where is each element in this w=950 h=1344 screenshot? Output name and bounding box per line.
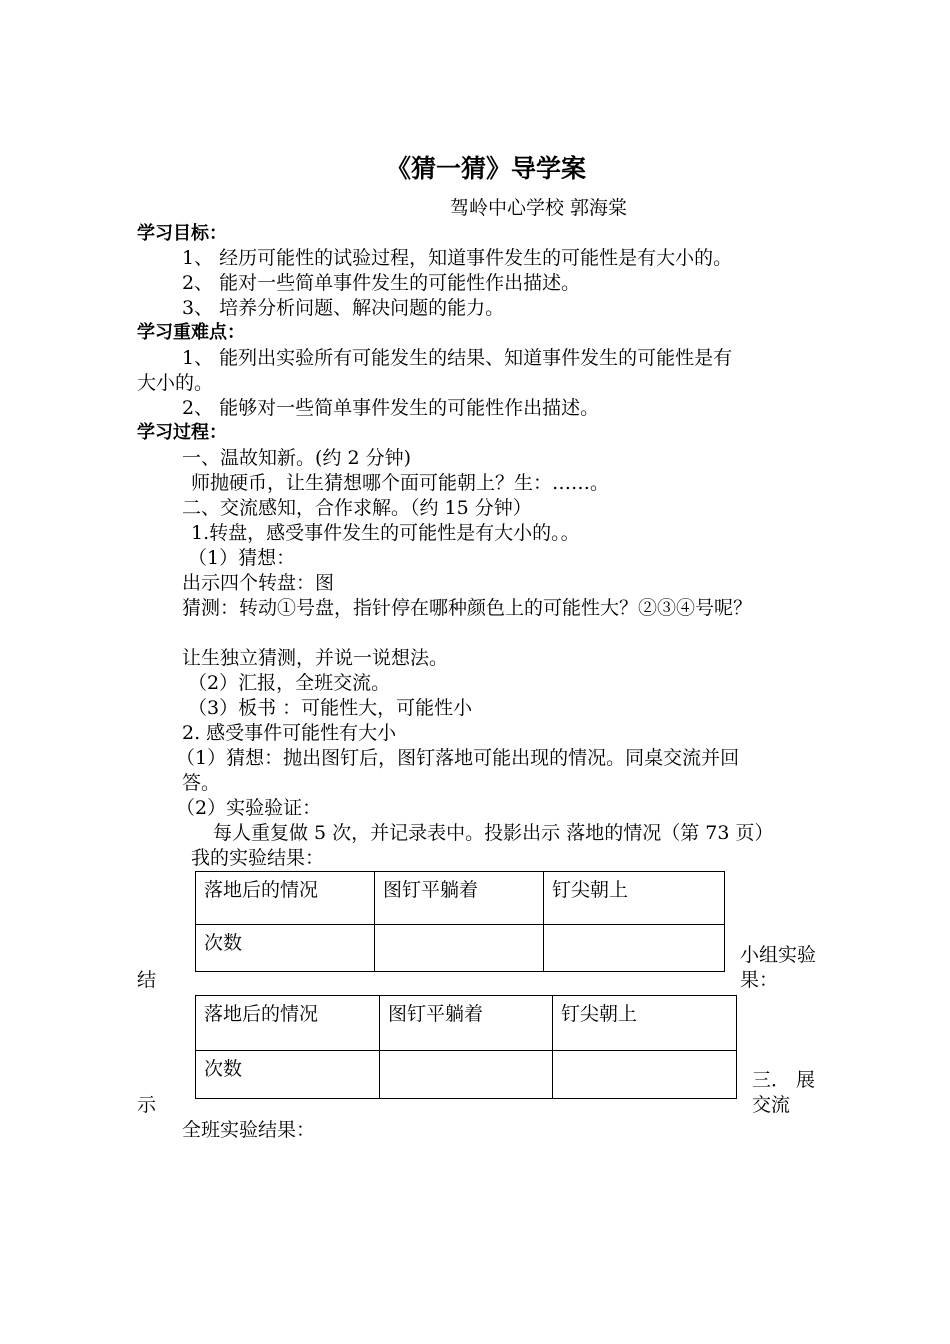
class-result-label: 全班实验结果： (182, 1119, 316, 1141)
goal-item: 2、 能对一些简单事件发生的可能性作出描述。 (182, 272, 581, 294)
table-cell (553, 1051, 737, 1099)
process-line: 让生独立猜测，并说一说想法。 (182, 647, 449, 669)
process-line: 师抛硬币，让生猜想哪个面可能朝上？生：……。 (191, 472, 610, 494)
side-text: 果： (740, 969, 779, 991)
process-line: 出示四个转盘：图 (182, 572, 335, 594)
side-text: 结 (137, 969, 157, 991)
side-text: 交流 (752, 1094, 791, 1116)
key-points-heading: 学习重难点： (137, 322, 245, 343)
side-text: 小组实验 (740, 944, 817, 966)
process-line: 2. 感受事件可能性有大小 (182, 722, 397, 744)
table-cell (375, 925, 544, 972)
process-line: 1.转盘，感受事件发生的可能性是有大小的。。 (191, 522, 580, 544)
process-line: （1）猜想：抛出图钉后，图钉落地可能出现的情况。同桌交流并回 (176, 747, 740, 769)
table-header-cell: 落地后的情况 (196, 872, 375, 925)
side-text: 示 (137, 1094, 157, 1116)
process-line: （2）实验验证： (176, 797, 322, 819)
goals-heading: 学习目标： (137, 223, 227, 244)
process-line: 猜测：转动①号盘，指针停在哪种颜色上的可能性大？②③④号呢？ (182, 597, 753, 619)
process-line: 每人重复做 5 次，并记录表中。投影出示 落地的情况（第 73 页） (213, 822, 774, 844)
page-title: 《猜一猜》导学案 (386, 154, 587, 183)
my-result-table (195, 871, 725, 972)
table-cell (380, 1051, 553, 1099)
goal-item: 3、 培养分析问题、解决问题的能力。 (182, 297, 505, 319)
key-point-item: 1、 能列出实验所有可能发生的结果、知道事件发生的可能性是有 (182, 347, 733, 369)
goal-item: 1、 经历可能性的试验过程，知道事件发生的可能性是有大小的。 (182, 247, 733, 269)
key-point-item: 2、 能够对一些简单事件发生的可能性作出描述。 (182, 397, 600, 419)
key-point-item-continued: 大小的。 (137, 372, 214, 394)
process-line: 我的实验结果： (191, 847, 325, 869)
table-header-cell: 钉尖朝上 (553, 996, 737, 1051)
table-header-cell: 图钉平躺着 (375, 872, 544, 925)
table-header-cell: 落地后的情况 (196, 996, 380, 1051)
table-header-cell: 图钉平躺着 (380, 996, 553, 1051)
process-line: （1）猜想： (188, 547, 296, 569)
process-line: （3）板书 ：可能性大，可能性小 (188, 697, 473, 719)
process-line: 二、交流感知，合作求解。（约 15 分钟） (182, 497, 532, 519)
group-result-table (195, 995, 737, 1099)
table-cell (544, 925, 725, 972)
table-row-label: 次数 (196, 925, 375, 972)
table-row-label: 次数 (196, 1051, 380, 1099)
process-heading: 学习过程： (137, 422, 227, 443)
process-line: 答。 (182, 772, 221, 794)
process-line: 一、温故知新。(约 2 分钟) (182, 447, 411, 469)
side-text: 三． 展 (752, 1069, 816, 1091)
table-header-cell: 钉尖朝上 (544, 872, 725, 925)
process-line: （2）汇报，全班交流。 (188, 672, 391, 694)
author-line: 驾岭中心学校 郭海棠 (450, 197, 628, 219)
